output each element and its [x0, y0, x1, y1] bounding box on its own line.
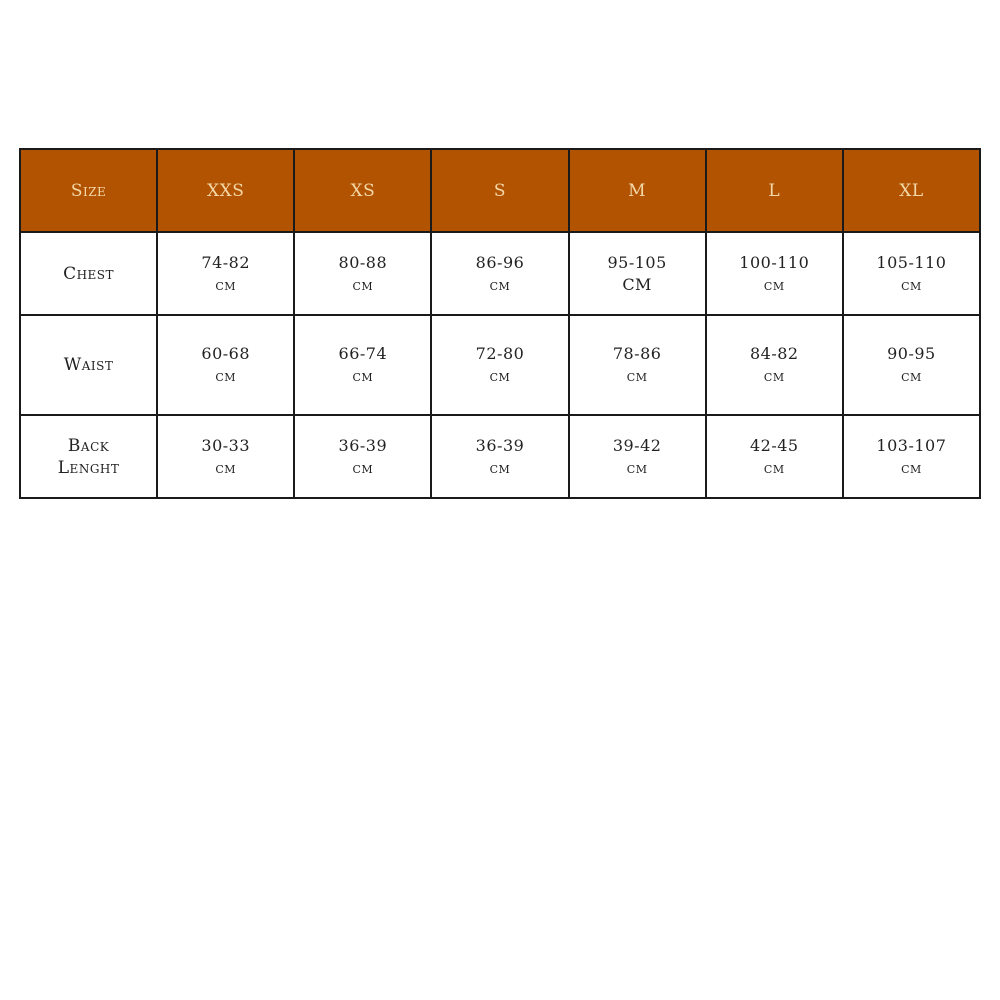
- cell-unit: cm: [626, 457, 648, 477]
- cell-value: 95-105: [607, 252, 667, 272]
- header-cell-l: L: [706, 149, 843, 232]
- cell-value: 90-95: [887, 344, 936, 363]
- cell-unit: cm: [489, 274, 511, 294]
- header-cell-xxs: XXS: [157, 149, 294, 232]
- row-label-back-length: [20, 415, 157, 498]
- header-cell-xl: XL: [843, 149, 980, 232]
- table-cell: [157, 232, 294, 315]
- header-cell-m: M: [569, 149, 706, 232]
- table-cell: [294, 232, 431, 315]
- cell-unit: cm: [352, 366, 374, 385]
- cell-value: 103-107: [876, 435, 947, 455]
- table-row-chest: [20, 232, 980, 315]
- row-label-line: Lenght: [57, 457, 120, 478]
- cell-value: 72-80: [475, 344, 525, 363]
- cell-value: 30-33: [201, 435, 251, 455]
- cell-value: 36-39: [338, 435, 388, 455]
- table-cell: [706, 232, 843, 315]
- table-cell: [157, 315, 294, 415]
- cell-value: 60-68: [201, 344, 251, 363]
- cell-value: 78-86: [612, 344, 662, 363]
- cell-unit: CM: [622, 274, 652, 294]
- cell-unit: cm: [763, 366, 785, 385]
- cell-unit: cm: [626, 366, 648, 385]
- cell-unit: cm: [352, 274, 374, 294]
- row-label-line: Back: [67, 435, 110, 456]
- header-row: [20, 149, 980, 232]
- cell-value: 105-110: [876, 252, 947, 272]
- cell-value: 42-45: [749, 435, 799, 455]
- table-cell: [843, 415, 980, 498]
- cell-unit: cm: [489, 366, 511, 385]
- cell-value: 80-88: [338, 252, 388, 272]
- cell-value: 66-74: [338, 344, 388, 363]
- cell-unit: cm: [763, 274, 785, 294]
- cell-unit: cm: [901, 274, 922, 294]
- header-cell-size: Size: [20, 149, 157, 232]
- table-cell: [431, 232, 568, 315]
- cell-value: 86-96: [475, 252, 525, 272]
- table-cell: [706, 415, 843, 498]
- header-cell-s: S: [431, 149, 568, 232]
- table-cell: [431, 415, 568, 498]
- cell-value: 74-82: [201, 252, 251, 272]
- row-label-chest: [20, 232, 157, 315]
- table-cell: [294, 315, 431, 415]
- table-cell: [843, 315, 980, 415]
- cell-value: 84-82: [749, 344, 799, 363]
- header-cell-xs: XS: [294, 149, 431, 232]
- cell-unit: cm: [901, 457, 922, 477]
- table-cell: [294, 415, 431, 498]
- cell-unit: cm: [215, 274, 237, 294]
- cell-unit: cm: [901, 366, 922, 385]
- row-label-waist: [20, 315, 157, 415]
- table-cell: [431, 315, 568, 415]
- cell-unit: cm: [215, 457, 237, 477]
- table-cell: [569, 315, 706, 415]
- cell-unit: cm: [763, 457, 785, 477]
- table-cell: [843, 232, 980, 315]
- table-cell: [569, 232, 706, 315]
- row-label-line: Chest: [63, 263, 115, 284]
- table-cell: [157, 415, 294, 498]
- table-cell: [706, 315, 843, 415]
- cell-unit: cm: [352, 457, 374, 477]
- cell-value: 100-110: [739, 252, 810, 272]
- table-cell: [569, 415, 706, 498]
- table-row-back-length: [20, 415, 980, 498]
- cell-value: 36-39: [475, 435, 525, 455]
- row-label-line: Waist: [63, 355, 114, 375]
- size-chart-table: [19, 148, 981, 499]
- cell-value: 39-42: [612, 435, 662, 455]
- table-row-waist: [20, 315, 980, 415]
- cell-unit: cm: [215, 366, 237, 385]
- cell-unit: cm: [489, 457, 511, 477]
